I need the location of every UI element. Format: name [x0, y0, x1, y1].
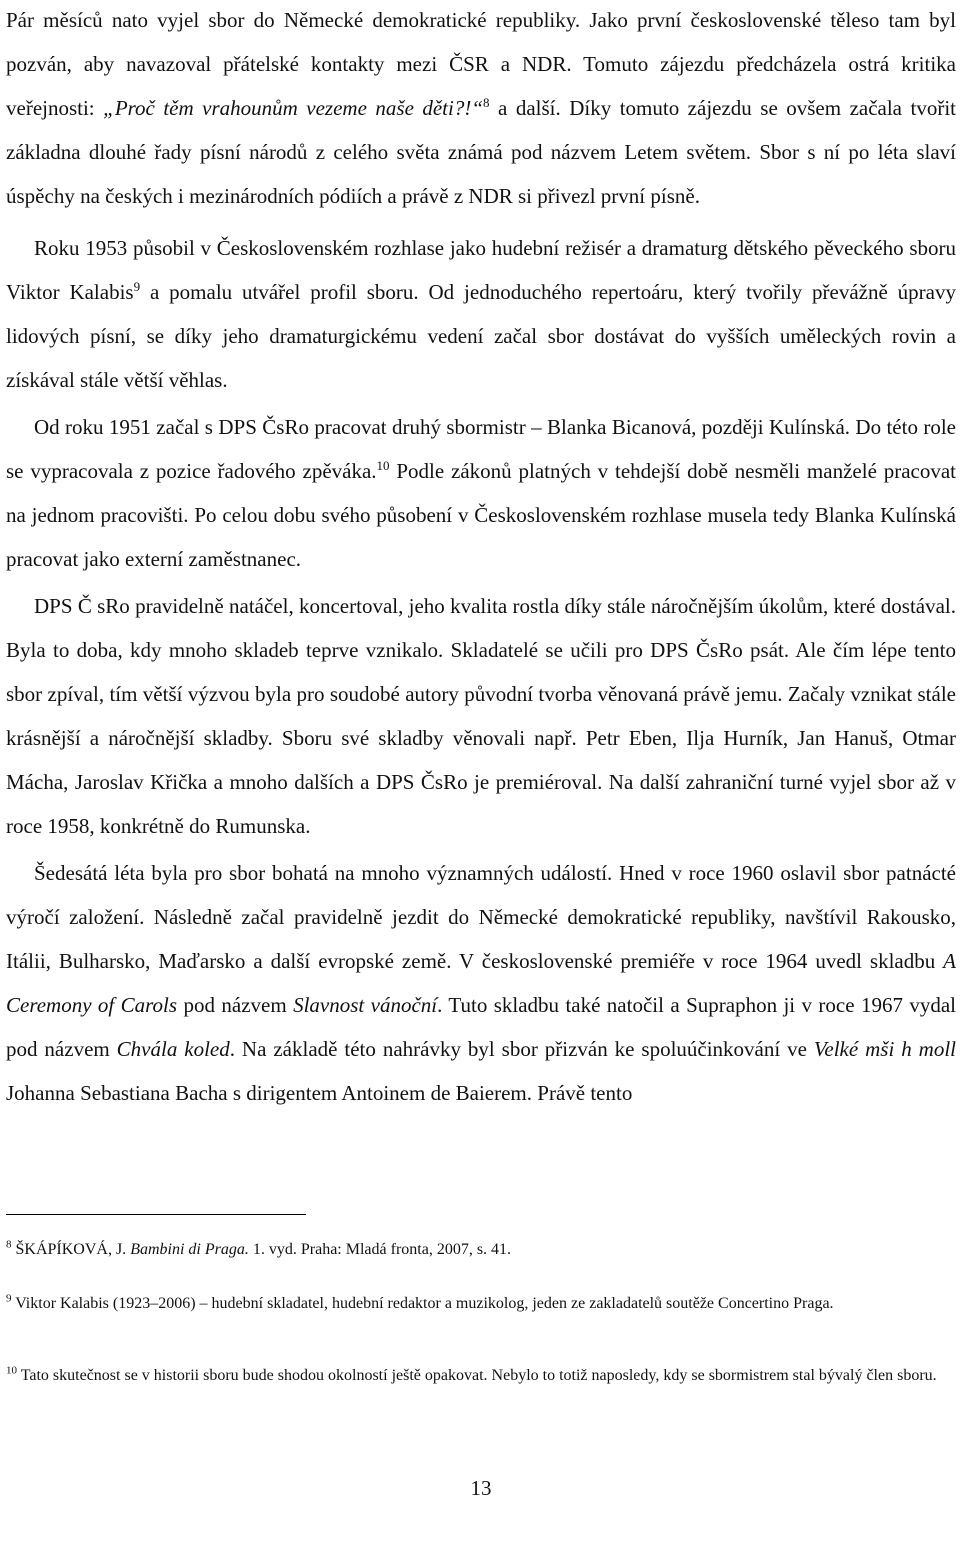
footnote-number: 10	[6, 1364, 17, 1377]
title-italic: Slavnost vánoční	[293, 993, 438, 1017]
paragraph-bicanova	[6, 405, 956, 581]
text: Viktor Kalabis (1923–2006) – hudební skladatel, hudební redaktor a muzikolog, jeden ze zakladatelů soutěže Concertino Praga.	[11, 1295, 834, 1312]
footnote-separator	[6, 1214, 306, 1215]
text: . Na základě této nahrávky byl sbor přizván ke spoluúčinkování ve	[229, 1037, 814, 1061]
text: a další. Díky tomuto zájezdu se ovšem začala tvořit základna dlouhé řady písní národů z celého světa známá pod názvem Letem světem. Sbor s ní po léta slaví úspěchy na českých i mezinárodních pódiích a právě z NDR si přivezl první písně.	[6, 96, 956, 208]
text: Roku 1953 působil v Československém rozhlase jako hudební režisér a dramaturg dětského pěveckého sboru Viktor Kalabis	[6, 236, 956, 304]
text: Podle zákonů platných v tehdejší době nesměli manželé pracovat na jednom pracovišti. Po celou dobu svého působení v Československém rozhlase musela tedy Blanka Kulínská pracovat jako externí zaměstnanec.	[6, 459, 957, 571]
title-italic: Velké mši h moll	[813, 1037, 957, 1061]
text: DPS Č sRo pravidelně natáčel, koncertoval, jeho kvalita rostla díky stále náročnějším úkolům, které dostával. Byla to doba, kdy mnoho skladeb teprve vznikalo. Skladatelé se učili pro DPS ČsRo psát. Ale čím lépe tento sbor zpíval, tím větší výzvou byla pro soudobé autory původní tvorba věnovaná právě jemu. Začaly vznikat stále krásnější a náročnější skladby. Sboru své skladby věnovali např. Petr Eben, Ilja Hurník, Jan Hanuš, Otmar Mácha, Jaroslav Křička a mnoho dalších a DPS ČsRo je premiéroval. Na další zahraniční turné vyjel sbor až v roce 1958, konkrétně do Rumunska.	[6, 594, 956, 838]
text: . Tuto skladbu také natočil a Supraphon ji v roce 1967 vydal pod názvem	[6, 993, 957, 1061]
footnote-8	[6, 1234, 956, 1266]
text: ŠKÁPÍKOVÁ, J.	[11, 1241, 131, 1258]
text: a pomalu utvářel profil sboru. Od jednoduchého repertoáru, který tvořily převážně úpravy lidových písní, se díky jeho dramaturgickému vedení začal sbor dostávat do vyšších uměleckých rovin a získával stále větší věhlas.	[6, 280, 956, 392]
footnote-ref-10: 10	[376, 458, 390, 473]
footnote-number: 8	[6, 1238, 12, 1251]
paragraph-ndr-tour	[6, 0, 956, 218]
text: pod názvem	[177, 993, 294, 1017]
footnote-9	[6, 1288, 956, 1320]
text: Tato skutečnost se v historii sboru bude shodou okolností ještě opakovat. Nebylo to totiž naposledy, kdy se sbormistrem stal bývalý člen sboru.	[17, 1367, 937, 1384]
footnote-number: 9	[6, 1292, 12, 1305]
text: Pár měsíců nato vyjel sbor do Německé demokratické republiky. Jako první československé těleso tam byl pozván, aby navazoval přátelské kontakty mezi ČSR a NDR. Tomuto zájezdu předcházela ostrá kritika veřejnosti:	[6, 8, 956, 120]
quote-italic: „Proč těm vrahounům vezeme naše děti?!“	[103, 96, 484, 120]
footnote-ref-9: 9	[133, 279, 141, 294]
footnote-10	[6, 1360, 956, 1392]
document-page	[6, 0, 957, 1500]
text: 1. vyd. Praha: Mladá fronta, 2007, s. 41.	[248, 1241, 512, 1258]
paragraph-repertoire	[6, 584, 956, 848]
page-number: 13	[470, 1476, 492, 1500]
text: Šedesátá léta byla pro sbor bohatá na mnoho významných událostí. Hned v roce 1960 oslavil sbor patnácté výročí založení. Následně začal pravidelně jezdit do Německé demokratické republiky, navštívil Rakousko, Itálii, Bulharsko, Maďarsko a další evropské země. V československé premiéře v roce 1964 uvedl skladbu	[6, 861, 956, 973]
paragraph-kalabis	[6, 226, 956, 402]
title-italic: A Ceremony of Carols	[6, 949, 956, 1017]
footnote-ref-8: 8	[483, 95, 490, 110]
title-italic: Bambini di Praga.	[130, 1241, 249, 1258]
text: Johanna Sebastiana Bacha s dirigentem Antoinem de Baierem. Právě tento	[6, 1081, 633, 1105]
text: Od roku 1951 začal s DPS ČsRo pracovat druhý sbormistr – Blanka Bicanová, později Kulínská. Do této role se vypracovala z pozice řadového zpěváka.	[6, 415, 956, 483]
title-italic: Chvála koled	[116, 1037, 230, 1061]
paragraph-sixties	[6, 851, 956, 1115]
